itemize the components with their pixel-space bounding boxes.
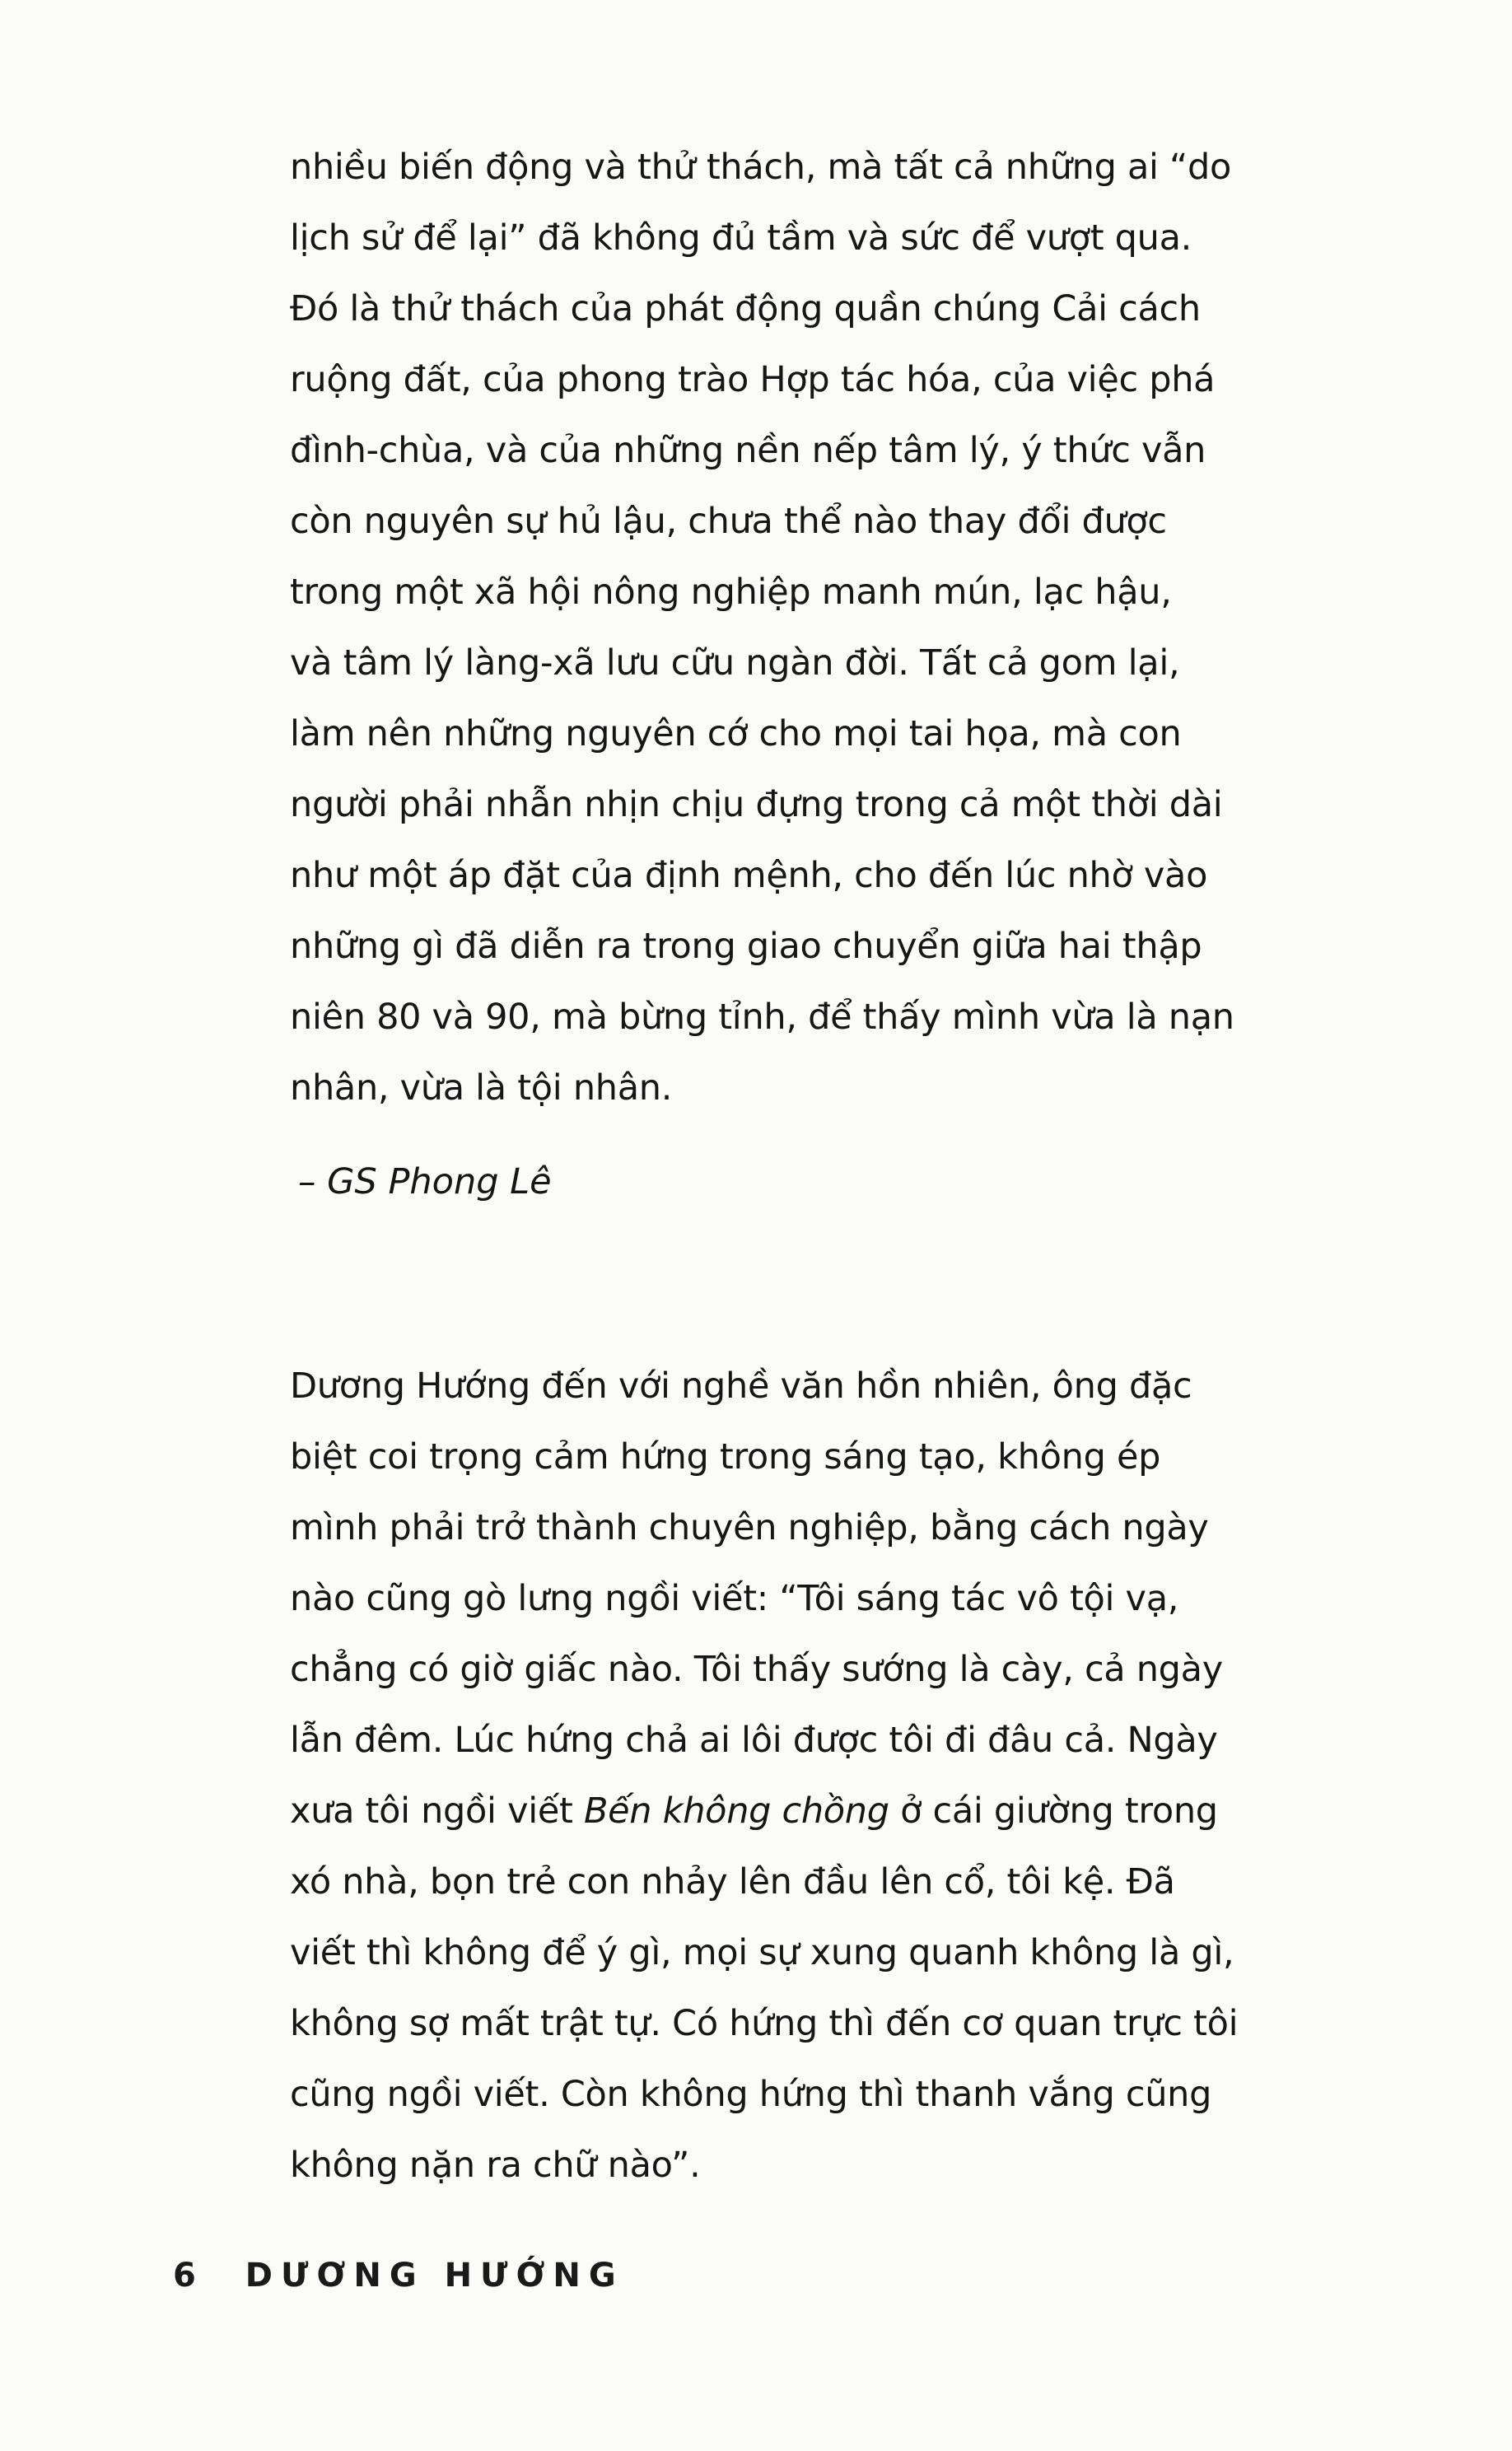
text-line: lịch sử để lại” đã không đủ tầm và sức để vượt qua. xyxy=(290,217,1192,259)
text-line: nào cũng gò lưng ngồi viết: “Tôi sáng tác vô tội vạ, xyxy=(290,1578,1179,1619)
book-title: Bến không chồng xyxy=(583,1790,889,1832)
paragraph-body xyxy=(290,1351,1328,2201)
page-number: 6 xyxy=(173,2257,196,2295)
text-line: như một áp đặt của định mệnh, cho đến lúc nhờ vào xyxy=(290,855,1208,896)
paragraph-quote xyxy=(290,132,1328,1123)
text-line: còn nguyên sự hủ lậu, chưa thể nào thay đổi được xyxy=(290,501,1167,542)
text-line: biệt coi trọng cảm hứng trong sáng tạo, không ép xyxy=(290,1436,1161,1478)
text-line: không nặn ra chữ nào”. xyxy=(290,2145,701,2186)
text-line: xó nhà, bọn trẻ con nhảy lên đầu lên cổ, tôi kệ. Đã xyxy=(290,1861,1175,1902)
text-line: đình-chùa, và của những nền nếp tâm lý, ý thức vẫn xyxy=(290,430,1206,471)
quote-attribution: – GS Phong Lê xyxy=(298,1161,552,1202)
text-line: Đó là thử thách của phát động quần chúng Cải cách xyxy=(290,288,1201,329)
text-line: không sợ mất trật tự. Có hứng thì đến cơ quan trực tôi xyxy=(290,2003,1239,2044)
text-line: nhiều biến động và thử thách, mà tất cả những ai “do xyxy=(290,147,1231,188)
text-line: viết thì không để ý gì, mọi sự xung quanh không là gì, xyxy=(290,1932,1234,1973)
text-line: trong một xã hội nông nghiệp manh mún, lạc hậu, xyxy=(290,572,1172,613)
text-line: người phải nhẫn nhịn chịu đựng trong cả một thời dài xyxy=(290,784,1223,825)
text-line: chẳng có giờ giấc nào. Tôi thấy sướng là cày, cả ngày xyxy=(290,1649,1223,1690)
text-line: và tâm lý làng-xã lưu cữu ngàn đời. Tất cả gom lại, xyxy=(290,642,1180,684)
text-line-with-title xyxy=(290,1776,1328,1846)
text-line: mình phải trở thành chuyên nghiệp, bằng cách ngày xyxy=(290,1507,1209,1548)
text-line: ruộng đất, của phong trào Hợp tác hóa, của việc phá xyxy=(290,359,1216,400)
text-line: nhân, vừa là tội nhân. xyxy=(290,1067,673,1109)
text-line: niên 80 và 90, mà bừng tỉnh, để thấy mình vừa là nạn xyxy=(290,997,1234,1038)
text-line: Dương Hướng đến với nghề văn hồn nhiên, ông đặc xyxy=(290,1366,1192,1407)
text-line: làm nên những nguyên cớ cho mọi tai họa, mà con xyxy=(290,713,1182,754)
page-footer xyxy=(173,2257,624,2295)
running-author: DƯƠNG HƯỚNG xyxy=(245,2257,624,2295)
text-line: lẫn đêm. Lúc hứng chả ai lôi được tôi đi đâu cả. Ngày xyxy=(290,1720,1218,1761)
text-line: những gì đã diễn ra trong giao chuyển giữa hai thập xyxy=(290,926,1202,967)
text-segment: ở cái giường trong xyxy=(889,1790,1218,1832)
text-line: cũng ngồi viết. Còn không hứng thì thanh vắng cũng xyxy=(290,2074,1212,2115)
text-segment: xưa tôi ngồi viết xyxy=(290,1790,584,1832)
